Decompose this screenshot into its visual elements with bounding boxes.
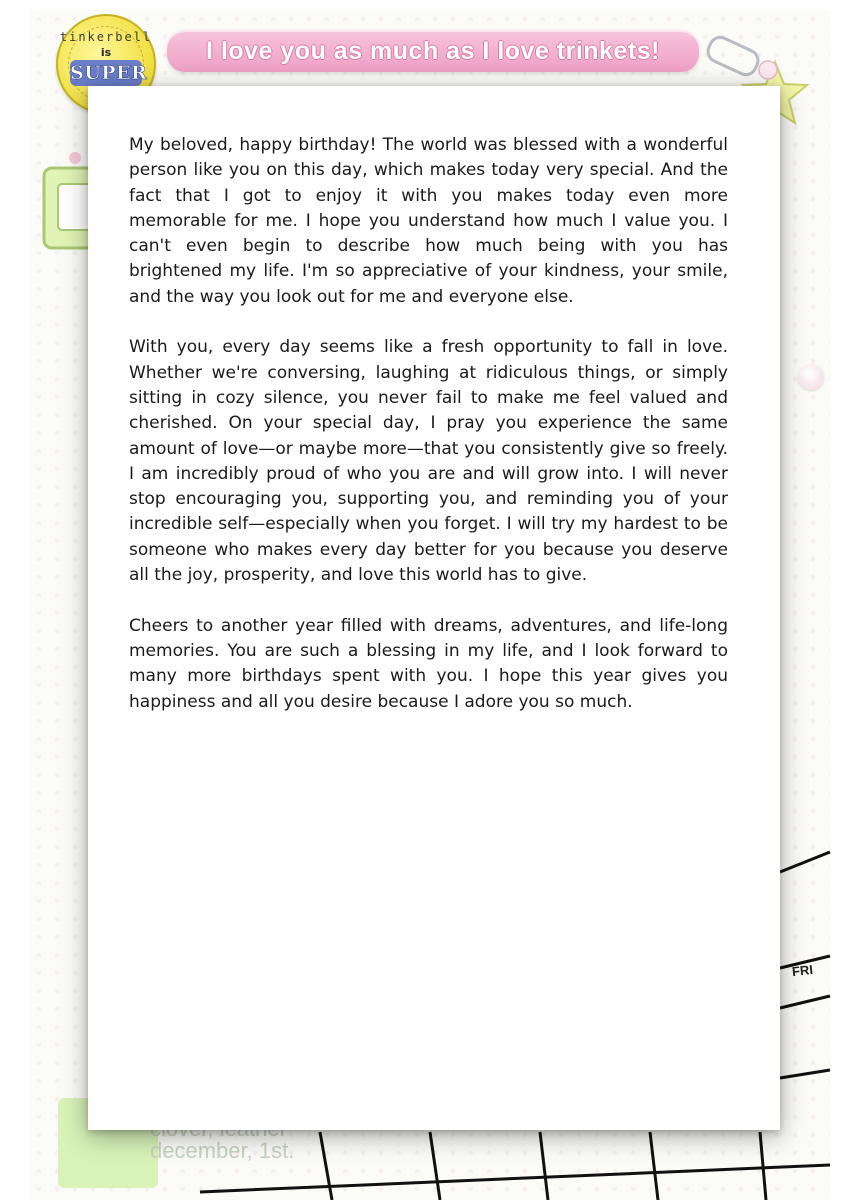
letter-paragraph-1: My beloved, happy birthday! The world was blessed with a wonderful person like you on this day, which makes today very special. And the fact that I got to enjoy it with you makes today even more memorable for me. I hope you understand how much I value you. I can't even begin to describe how much being with you has brightened my life. I'm so appreciative of your kindness, your smile, and the way you look out for me and everyone else.	[129, 135, 728, 307]
letter-paragraph-3: Cheers to another year filled with dreams, adventures, and life-long memories. You are such a blessing in my life, and I look forward to many more birthdays spent with you. I hope this year gives you happiness and all you desire because I adore you so much.	[129, 615, 728, 712]
badge-middle-text: is	[100, 46, 112, 59]
calendar-day-label: FRI	[791, 961, 814, 980]
letter-body	[129, 133, 728, 740]
background-fade	[0, 0, 40, 1200]
letter-paper	[88, 86, 780, 1130]
badge-main-text: SUPER	[70, 62, 148, 84]
banner-title: I love you as much as I love trinkets!	[206, 36, 660, 65]
header-banner	[167, 30, 699, 72]
badge-top-text: tinkerbell	[59, 30, 153, 44]
letter-paragraph-2: With you, every day seems like a fresh opportunity to fall in love. Whether we're conversing, laughing at ridiculous things, or simply sitting in cozy silence, you never fail to make me feel valued and cherished. On your special day, I pray you experience the same amount of love—or maybe more—that you consistently give so freely. I am incredibly proud of who you are and will grow into. I will never stop encouraging you, supporting you, and reminding you of your incredible self—especially when you forget. I will try my hardest to be someone who makes every day better for you because you deserve all the joy, prosperity, and love this world has to give.	[129, 337, 728, 586]
pink-bead-icon	[798, 364, 824, 390]
clover-caption-line2: december, 1st.	[150, 1138, 295, 1163]
